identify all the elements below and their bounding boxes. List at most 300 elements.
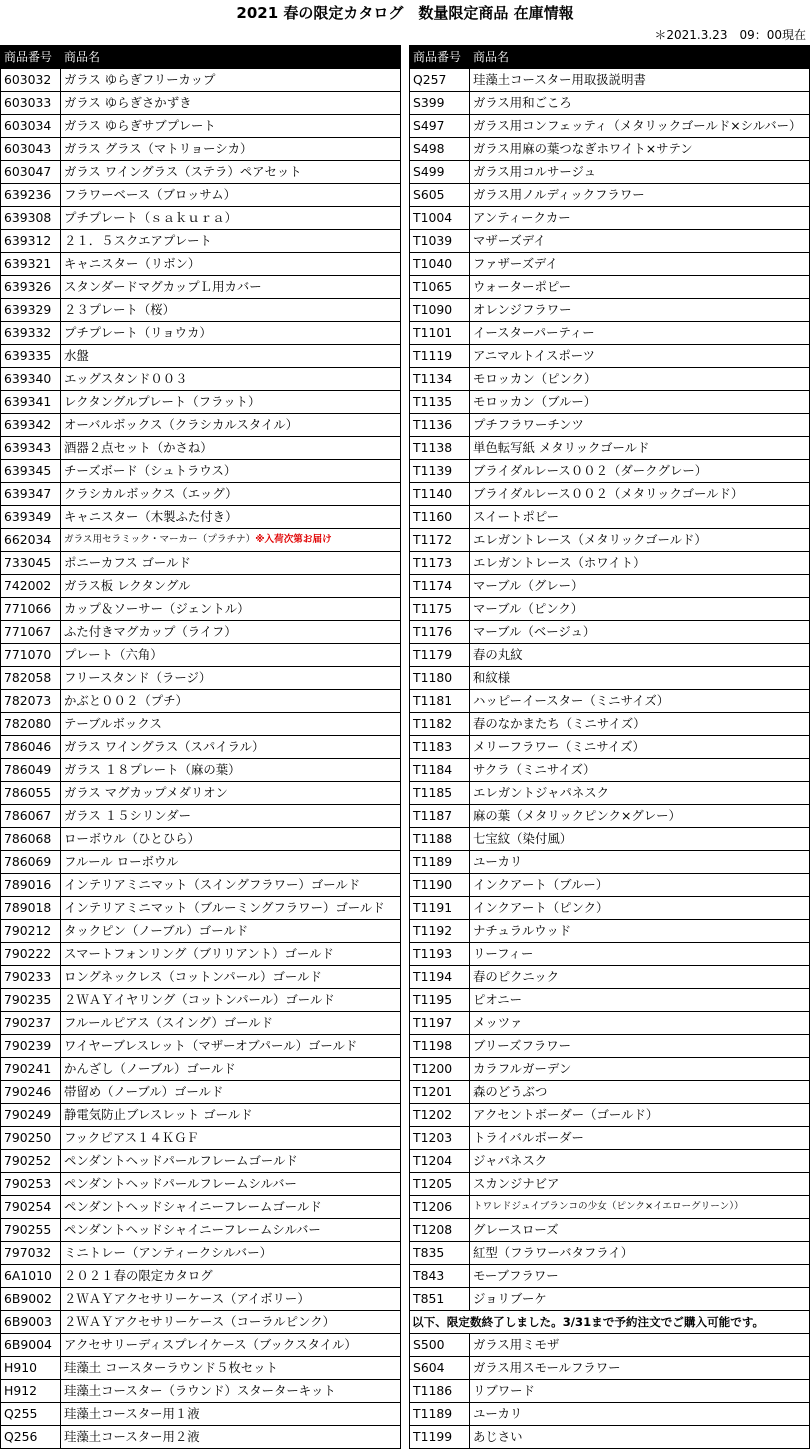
product-name: チーズボード（シュトラウス） [64, 463, 237, 478]
product-name-cell [470, 828, 810, 851]
product-name-cell [61, 322, 401, 345]
product-name-cell [61, 1173, 401, 1196]
product-name-cell [61, 828, 401, 851]
table-row [1, 529, 401, 552]
product-code: 790254 [1, 1196, 61, 1219]
product-name: ペンダントヘッドパールフレームシルバー [64, 1176, 297, 1191]
product-name: ファザーズデイ [473, 256, 558, 271]
product-name-cell [470, 184, 810, 207]
product-code: T1194 [410, 966, 470, 989]
product-name-cell [470, 1334, 810, 1357]
product-name: スマートフォンリング（ブリリアント）ゴールド [64, 946, 334, 961]
product-code: T1205 [410, 1173, 470, 1196]
product-name: 紅型（フラワーバタフライ） [473, 1245, 634, 1260]
product-name: 麻の葉（メタリックピンク×グレー） [473, 808, 681, 823]
product-name: グレースローズ [473, 1222, 559, 1237]
table-row [1, 1403, 401, 1426]
column-header-name: 商品名 [61, 46, 401, 69]
product-name-cell [470, 345, 810, 368]
product-name-cell [61, 759, 401, 782]
column-header-code: 商品番号 [410, 46, 470, 69]
product-code: S497 [410, 115, 470, 138]
product-code: 639342 [1, 414, 61, 437]
table-row [410, 1058, 810, 1081]
product-code: T1192 [410, 920, 470, 943]
product-name-cell [470, 897, 810, 920]
table-row [1, 299, 401, 322]
table-row [1, 621, 401, 644]
product-name: 珪藻土コースター用２液 [64, 1429, 200, 1444]
product-code: 790255 [1, 1219, 61, 1242]
table-row [410, 207, 810, 230]
product-name-cell [470, 1150, 810, 1173]
product-name: あじさい [473, 1429, 523, 1444]
product-code: H910 [1, 1357, 61, 1380]
product-name: エレガントレース（ホワイト） [473, 555, 646, 570]
product-name: インテリアミニマット（スイングフラワー）ゴールド [64, 877, 361, 892]
product-name: トライバルボーダー [473, 1130, 584, 1145]
product-code: T1138 [410, 437, 470, 460]
product-name-cell [61, 506, 401, 529]
product-name-cell [470, 483, 810, 506]
product-name-cell [470, 207, 810, 230]
table-row [410, 759, 810, 782]
table-row [410, 667, 810, 690]
product-name: 珪藻土コースター用取扱説明書 [473, 72, 646, 87]
product-name: メリーフラワー（ミニサイズ） [473, 739, 645, 754]
product-code: 782080 [1, 713, 61, 736]
product-code: T1180 [410, 667, 470, 690]
product-code: T1184 [410, 759, 470, 782]
product-code: 742002 [1, 575, 61, 598]
product-code: T851 [410, 1288, 470, 1311]
product-name: スイートポピー [473, 509, 559, 524]
product-code: 662034 [1, 529, 61, 552]
product-name-cell [470, 1403, 810, 1426]
product-code: 639341 [1, 391, 61, 414]
product-code: T1039 [410, 230, 470, 253]
product-name: ブライダルレース００２（メタリックゴールド） [473, 486, 744, 501]
table-row [1, 161, 401, 184]
product-name: ガラス板 レクタングル [64, 578, 191, 593]
table-row [1, 253, 401, 276]
product-name: ハッピーイースター（ミニサイズ） [473, 693, 670, 708]
product-code: 639329 [1, 299, 61, 322]
product-name: ガラス用麻の葉つなぎホワイト×サテン [473, 141, 693, 156]
product-code: T1199 [410, 1426, 470, 1449]
product-name: ガラス用ミモザ [473, 1337, 560, 1352]
product-name-cell [61, 529, 401, 552]
product-code: 786046 [1, 736, 61, 759]
product-name: ガラス用コルサージュ [473, 164, 597, 179]
product-code: 786068 [1, 828, 61, 851]
product-name-cell [61, 230, 401, 253]
product-code: T1173 [410, 552, 470, 575]
product-name: アンティークカー [473, 210, 571, 225]
product-name: ふた付きマグカップ（ライフ） [64, 624, 237, 639]
product-name: サクラ（ミニサイズ） [473, 762, 596, 777]
product-code: 771070 [1, 644, 61, 667]
product-code: 639340 [1, 368, 61, 391]
product-code: T1185 [410, 782, 470, 805]
product-name-cell [61, 874, 401, 897]
product-name-cell [61, 1242, 401, 1265]
product-name-cell [61, 92, 401, 115]
product-code: T1140 [410, 483, 470, 506]
product-name-cell [470, 1357, 810, 1380]
product-name-cell [61, 1357, 401, 1380]
product-name-cell [470, 874, 810, 897]
product-code: T1208 [410, 1219, 470, 1242]
product-name: ガラス用コンフェッティ（メタリックゴールド×シルバー） [473, 118, 802, 133]
product-name: ガラス マグカップメダリオン [64, 785, 228, 800]
table-row [1, 828, 401, 851]
product-code: T1201 [410, 1081, 470, 1104]
product-code: H912 [1, 1380, 61, 1403]
product-code: T1090 [410, 299, 470, 322]
product-code: S500 [410, 1334, 470, 1357]
product-name: ペンダントヘッドシャイニーフレームシルバー [64, 1222, 321, 1237]
product-name: ガラス グラス（マトリョーシカ） [64, 141, 253, 156]
product-name: テーブルボックス [64, 716, 162, 731]
table-row [1, 506, 401, 529]
table-row [410, 115, 810, 138]
product-code: 6A1010 [1, 1265, 61, 1288]
product-code: T1198 [410, 1035, 470, 1058]
product-name-cell [470, 414, 810, 437]
product-code: T1202 [410, 1104, 470, 1127]
product-code: 603034 [1, 115, 61, 138]
product-code: 639308 [1, 207, 61, 230]
product-code: S498 [410, 138, 470, 161]
product-name-cell [470, 667, 810, 690]
table-row [1, 69, 401, 92]
table-row [1, 1127, 401, 1150]
table-row [1, 138, 401, 161]
product-name-cell [470, 1196, 810, 1219]
table-row [1, 736, 401, 759]
product-name: ガラス １８プレート（麻の葉） [64, 762, 241, 777]
table-row [410, 874, 810, 897]
table-row [410, 460, 810, 483]
table-row [410, 414, 810, 437]
product-name: モロッカン（ブルー） [473, 394, 597, 409]
product-name: 珪藻土コースター用１液 [64, 1406, 200, 1421]
sold-out-notice-row [410, 1311, 810, 1334]
product-name-cell [61, 1219, 401, 1242]
table-row [410, 598, 810, 621]
table-row [1, 874, 401, 897]
product-name-cell [470, 115, 810, 138]
product-name-cell [470, 644, 810, 667]
product-name-cell [61, 1081, 401, 1104]
product-name: エレガントレース（メタリックゴールド） [473, 532, 707, 547]
product-code: 639347 [1, 483, 61, 506]
product-name: インテリアミニマット（ブルーミングフラワー）ゴールド [64, 900, 385, 915]
arrival-note: ※入荷次第お届け [255, 534, 332, 545]
table-row [410, 1150, 810, 1173]
product-code: 790253 [1, 1173, 61, 1196]
product-code: T1206 [410, 1196, 470, 1219]
product-code: T1182 [410, 713, 470, 736]
table-row [410, 575, 810, 598]
table-row [410, 1173, 810, 1196]
table-row [410, 736, 810, 759]
table-row [1, 391, 401, 414]
table-row [410, 1035, 810, 1058]
table-row [1, 1219, 401, 1242]
product-name-cell [470, 322, 810, 345]
product-name: 七宝紋（染付風） [473, 831, 573, 846]
product-name: ガラス ゆらぎサブプレート [64, 118, 216, 133]
product-name-cell [61, 1334, 401, 1357]
table-row [410, 644, 810, 667]
product-name: インクアート（ブルー） [473, 877, 609, 892]
table-row [1, 575, 401, 598]
table-row [1, 368, 401, 391]
product-name-cell [470, 1426, 810, 1449]
product-name-cell [470, 506, 810, 529]
column-header-name: 商品名 [470, 46, 810, 69]
product-name: キャニスター（木製ふた付き） [64, 509, 238, 524]
table-row [1, 115, 401, 138]
product-name: 静電気防止ブレスレット ゴールド [64, 1107, 253, 1122]
product-name-cell [470, 1058, 810, 1081]
product-name-cell [61, 644, 401, 667]
product-name: モーブフラワー [473, 1268, 559, 1283]
table-row [410, 713, 810, 736]
product-name: ガラス ワイングラス（スパイラル） [64, 739, 265, 754]
table-row [1, 1081, 401, 1104]
table-row [410, 943, 810, 966]
product-code: T1181 [410, 690, 470, 713]
table-header-row [410, 46, 810, 69]
table-row [410, 138, 810, 161]
product-name: エッグスタンド００３ [64, 371, 188, 386]
product-code: 639335 [1, 345, 61, 368]
product-name-cell [61, 483, 401, 506]
product-code: T1135 [410, 391, 470, 414]
table-row [410, 529, 810, 552]
product-name-cell [61, 253, 401, 276]
table-row [1, 414, 401, 437]
product-name: かぶと００２（プチ） [64, 693, 188, 708]
table-row [410, 92, 810, 115]
product-name: ガラス用ノルディックフラワー [473, 187, 645, 202]
product-code: S399 [410, 92, 470, 115]
product-name: オレンジフラワー [473, 302, 572, 317]
product-code: 603043 [1, 138, 61, 161]
table-row [1, 1242, 401, 1265]
product-name: フルール ローボウル [64, 854, 179, 869]
table-row [1, 230, 401, 253]
product-name: ガラス ワイングラス（ステラ）ペアセット [64, 164, 302, 179]
table-row [1, 782, 401, 805]
table-row [410, 851, 810, 874]
product-name: リーフィー [473, 946, 534, 961]
product-name-cell [470, 552, 810, 575]
product-name: ユーカリ [473, 1406, 523, 1421]
product-name-cell [61, 897, 401, 920]
product-name: ２０２１春の限定カタログ [64, 1268, 213, 1283]
product-name-cell [61, 713, 401, 736]
product-name-cell [61, 1288, 401, 1311]
product-code: 6B9004 [1, 1334, 61, 1357]
table-row [1, 989, 401, 1012]
product-name-cell [470, 989, 810, 1012]
sold-out-notice: 以下、限定数終了しました。3/31まで予約注文でご購入可能です。 [410, 1311, 810, 1334]
product-name-cell [470, 1081, 810, 1104]
table-row [1, 966, 401, 989]
product-name-cell [470, 1173, 810, 1196]
product-name: スタンダードマグカップＬ用カバー [64, 279, 262, 294]
product-name-cell [61, 1012, 401, 1035]
product-name: 単色転写紙 メタリックゴールド [473, 440, 650, 455]
product-code: 790239 [1, 1035, 61, 1058]
table-row [1, 1426, 401, 1449]
product-name-cell [470, 529, 810, 552]
product-name-cell [61, 138, 401, 161]
product-name: ２ＷＡＹイヤリング（コットンパール）ゴールド [64, 992, 335, 1007]
table-row [1, 322, 401, 345]
product-code: Q256 [1, 1426, 61, 1449]
table-row [1, 1035, 401, 1058]
table-row [410, 828, 810, 851]
product-name-cell [470, 1104, 810, 1127]
table-row [410, 1288, 810, 1311]
table-row [410, 897, 810, 920]
product-code: Q255 [1, 1403, 61, 1426]
product-name: スカンジナビア [473, 1176, 560, 1191]
table-row [1, 1173, 401, 1196]
product-name: イースターパーティー [473, 325, 595, 340]
table-row [410, 1127, 810, 1150]
page-title: 2021 春の限定カタログ 数量限定商品 在庫情報 [236, 4, 574, 22]
product-name-cell [61, 598, 401, 621]
table-row [410, 368, 810, 391]
product-code: 603032 [1, 69, 61, 92]
product-name: ガラス用和ごころ [473, 95, 572, 110]
table-row [410, 253, 810, 276]
table-row [1, 1265, 401, 1288]
product-code: T1186 [410, 1380, 470, 1403]
product-code: T1191 [410, 897, 470, 920]
product-name-cell [61, 851, 401, 874]
product-name: ガラス用セラミック・マーカー（プラチナ） [64, 534, 256, 545]
product-name-cell [470, 736, 810, 759]
product-name-cell [470, 368, 810, 391]
product-code: 790246 [1, 1081, 61, 1104]
table-row [1, 851, 401, 874]
product-name-cell [61, 414, 401, 437]
table-row [1, 1104, 401, 1127]
product-code: 6B9003 [1, 1311, 61, 1334]
product-name-cell [61, 1380, 401, 1403]
product-code: T1189 [410, 851, 470, 874]
product-name-cell [470, 1219, 810, 1242]
product-code: 771067 [1, 621, 61, 644]
product-name: マーブル（ピンク） [473, 601, 584, 616]
product-name: モロッカン（ピンク） [473, 371, 597, 386]
product-name-cell [61, 805, 401, 828]
product-name-cell [61, 1426, 401, 1449]
product-code: 639345 [1, 460, 61, 483]
product-name-cell [470, 782, 810, 805]
product-name: 春の丸紋 [473, 647, 523, 662]
product-code: 786055 [1, 782, 61, 805]
product-name-cell [470, 391, 810, 414]
table-row [410, 805, 810, 828]
product-name-cell [470, 138, 810, 161]
product-name: ガラス ゆらぎフリーカップ [64, 72, 216, 87]
table-row [1, 759, 401, 782]
table-row [410, 322, 810, 345]
product-name: 和紋様 [473, 670, 511, 685]
table-row [410, 966, 810, 989]
product-code: 790212 [1, 920, 61, 943]
table-row [410, 989, 810, 1012]
product-name: ２ＷＡＹアクセサリーケース（コーラルピンク） [64, 1314, 335, 1329]
product-name-cell [61, 1265, 401, 1288]
table-row [1, 1150, 401, 1173]
product-name-cell [470, 621, 810, 644]
product-code: T1136 [410, 414, 470, 437]
product-name-cell [61, 1311, 401, 1334]
product-name-cell [61, 299, 401, 322]
product-name: かんざし（ノーブル）ゴールド [64, 1061, 236, 1076]
product-name: ジョリブーケ [473, 1291, 547, 1306]
product-name-cell [470, 575, 810, 598]
table-row [410, 782, 810, 805]
product-name-cell [61, 69, 401, 92]
table-row [1, 713, 401, 736]
table-row [410, 1196, 810, 1219]
product-name: ミニトレー（アンティークシルバー） [64, 1245, 272, 1260]
product-name-cell [61, 943, 401, 966]
table-row [410, 391, 810, 414]
table-row [410, 1334, 810, 1357]
product-name-cell [61, 736, 401, 759]
table-row [410, 1081, 810, 1104]
product-name: ガラス １５シリンダー [64, 808, 191, 823]
table-row [410, 1380, 810, 1403]
table-row [1, 897, 401, 920]
product-code: 782058 [1, 667, 61, 690]
table-row [1, 690, 401, 713]
product-name: ピオニー [473, 992, 523, 1007]
product-name: マザーズデイ [473, 233, 546, 248]
product-code: 790233 [1, 966, 61, 989]
product-name-cell [61, 1104, 401, 1127]
product-code: T1204 [410, 1150, 470, 1173]
table-row [1, 92, 401, 115]
product-name-cell [470, 230, 810, 253]
product-name: アクセントボーダー（ゴールド） [473, 1107, 659, 1122]
product-code: Q257 [410, 69, 470, 92]
table-row [410, 506, 810, 529]
product-name-cell [61, 207, 401, 230]
product-code: T1187 [410, 805, 470, 828]
product-name: ナチュラルウッド [473, 923, 572, 938]
product-name-cell [61, 690, 401, 713]
table-row [1, 1357, 401, 1380]
product-name-cell [61, 1150, 401, 1173]
product-code: T1139 [410, 460, 470, 483]
product-name-cell [61, 621, 401, 644]
product-code: 771066 [1, 598, 61, 621]
table-row [1, 644, 401, 667]
product-code: T1203 [410, 1127, 470, 1150]
